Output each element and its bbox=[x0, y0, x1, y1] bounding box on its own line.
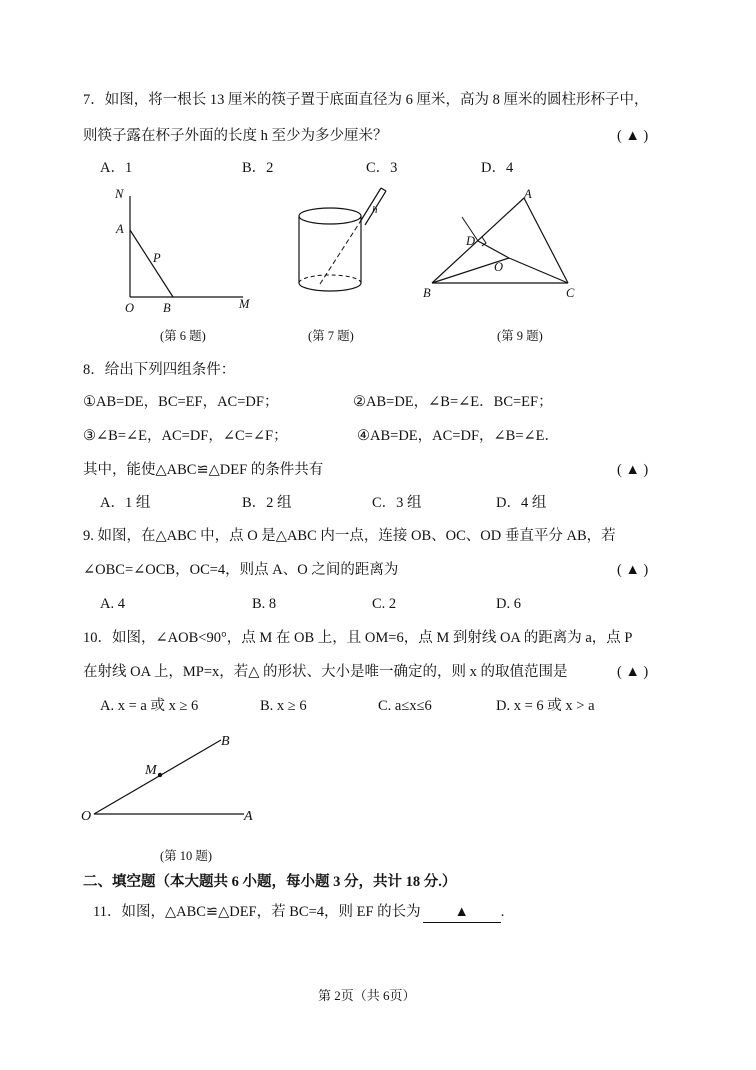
q10-answer-slot: ( ▲ ) bbox=[617, 664, 649, 680]
q8-option-b: B．2 组 bbox=[242, 495, 292, 511]
q8-condition-3: ③∠B=∠E，AC=DF，∠C=∠F； bbox=[83, 428, 288, 444]
fig7-chopstick-end bbox=[381, 188, 386, 191]
fig7-cup-bottom-back bbox=[299, 275, 361, 283]
q8-condition-1: ①AB=DE，BC=EF，AC=DF； bbox=[83, 394, 279, 410]
fig7-cup-top bbox=[299, 208, 361, 224]
section-2-heading: 二、填空题（本大题共 6 小题，每小题 3 分，共计 18 分.） bbox=[83, 874, 457, 890]
fig9-label-d: D bbox=[466, 234, 476, 248]
figure-7 bbox=[288, 180, 403, 300]
fig9-label-c: C bbox=[566, 286, 575, 300]
fig6-label-o: O bbox=[125, 301, 135, 315]
q10-option-a: A. x = a 或 x ≥ 6 bbox=[100, 698, 199, 714]
q7-option-a: A．1 bbox=[100, 160, 133, 176]
fig6-label-n: N bbox=[115, 187, 124, 201]
fig10-label-m: M bbox=[145, 763, 157, 778]
fig9-label-b: B bbox=[423, 286, 431, 300]
fig9-side-ac bbox=[524, 198, 568, 283]
q9-option-b: B. 8 bbox=[252, 596, 277, 612]
q7-option-b: B．2 bbox=[242, 160, 274, 176]
q9-answer-slot: ( ▲ ) bbox=[617, 562, 649, 578]
q7-line1: 7．如图，将一根长 13 厘米的筷子置于底面直径为 6 厘米，高为 8 厘米的圆柱形杯子中， bbox=[83, 92, 649, 108]
fig10-caption: (第 10 题) bbox=[160, 849, 213, 863]
q10-option-c: C. a≤x≤6 bbox=[378, 698, 432, 714]
q8-option-c: C．3 组 bbox=[372, 495, 422, 511]
fig9-caption: (第 9 题) bbox=[497, 329, 543, 343]
q7-answer-slot: ( ▲ ) bbox=[617, 128, 649, 144]
fig6-segment-ab bbox=[130, 230, 173, 297]
fig9-label-o: O bbox=[494, 260, 504, 274]
fig7-caption: (第 7 题) bbox=[308, 329, 354, 343]
q8-condition-2: ②AB=DE，∠B=∠E．BC=EF； bbox=[353, 394, 553, 410]
q8-option-d: D．4 组 bbox=[496, 495, 547, 511]
fig10-ray-ob bbox=[94, 740, 221, 814]
fig7-cup-bottom-front bbox=[299, 283, 361, 291]
fig9-segment-od bbox=[478, 241, 509, 258]
q8-condition-4: ④AB=DE，AC=DF，∠B=∠E． bbox=[357, 428, 560, 444]
q10-line2: 在射线 OA 上，MP=x，若△ 的形状、大小是唯一确定的，则 x 的取值范围是 bbox=[83, 664, 568, 680]
q11-prompt: 11．如图，△ABC≌△DEF，若 BC=4，则 EF 的长为 bbox=[93, 904, 421, 920]
q9-option-a: A. 4 bbox=[100, 596, 125, 612]
q9-option-c: C. 2 bbox=[372, 596, 397, 612]
q10-option-b: B. x ≥ 6 bbox=[260, 698, 307, 714]
fig7-chopstick-inside bbox=[320, 222, 360, 284]
figure-10 bbox=[78, 728, 268, 828]
q10-option-d: D. x = 6 或 x > a bbox=[496, 698, 595, 714]
fig9-segment-oc bbox=[509, 258, 568, 283]
fig6-caption: (第 6 题) bbox=[160, 329, 206, 343]
figure-6 bbox=[105, 182, 265, 317]
fig10-label-b: B bbox=[221, 734, 230, 749]
fig6-label-p: P bbox=[153, 251, 161, 265]
q8-line4: 其中，能使△ABC≌△DEF 的条件共有 bbox=[83, 462, 324, 478]
q8-line1: 8．给出下列四组条件： bbox=[83, 362, 236, 378]
q11-period: . bbox=[500, 904, 505, 920]
fig7-label-h: h bbox=[372, 204, 378, 216]
fig6-label-b: B bbox=[163, 301, 171, 315]
q8-option-a: A．1 组 bbox=[100, 495, 151, 511]
fig6-label-a: A bbox=[116, 222, 124, 236]
q7-line2: 则筷子露在杯子外面的长度 h 至少为多少厘米？ bbox=[83, 128, 388, 144]
fig10-label-a: A bbox=[244, 809, 253, 824]
fig10-label-o: O bbox=[81, 809, 92, 824]
page-footer: 第 2页（共 6页） bbox=[318, 988, 416, 1003]
q10-line1: 10．如图，∠AOB<90°，点 M 在 OB 上，且 OM=6，点 M 到射线 OA 的距离为 a，点 P bbox=[83, 630, 633, 646]
q9-option-d: D. 6 bbox=[496, 596, 521, 612]
fig9-label-a: A bbox=[524, 187, 532, 201]
fig10-point-m bbox=[158, 773, 162, 777]
figure-9 bbox=[418, 184, 583, 302]
q9-line1: 9. 如图，在△ABC 中，点 O 是△ABC 内一点，连接 OB、OC、OD 垂直平分 AB，若 bbox=[83, 528, 616, 544]
q8-answer-slot: ( ▲ ) bbox=[617, 462, 649, 478]
q9-line2: ∠OBC=∠OCB，OC=4，则点 A、O 之间的距离为 bbox=[83, 562, 399, 578]
q7-option-c: C．3 bbox=[366, 160, 398, 176]
q11-answer-blank: ▲ bbox=[423, 902, 501, 923]
q7-option-d: D．4 bbox=[481, 160, 514, 176]
fig6-label-m: M bbox=[239, 297, 250, 311]
q11-text bbox=[93, 902, 504, 923]
